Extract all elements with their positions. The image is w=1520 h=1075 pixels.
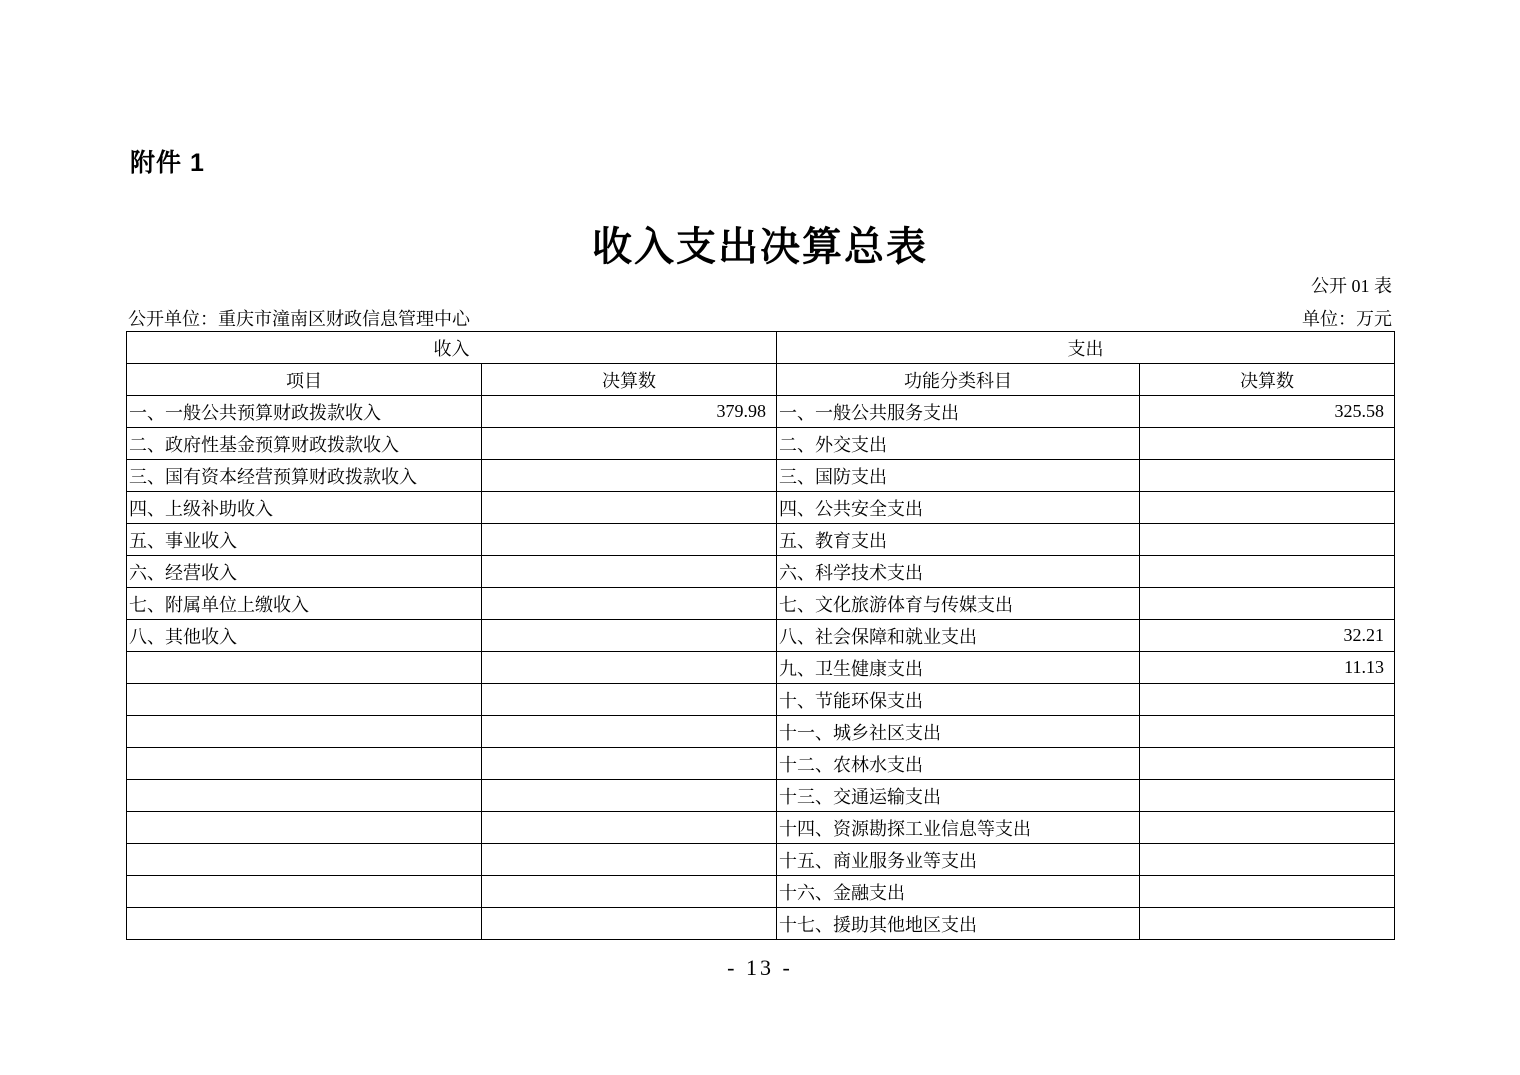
expense-item-cell: 十七、援助其他地区支出 (777, 908, 1140, 940)
table-row (127, 492, 1395, 524)
expense-amount-cell (1140, 748, 1395, 780)
expense-amount-cell (1140, 908, 1395, 940)
income-item-cell (127, 908, 482, 940)
expense-item-cell: 十一、城乡社区支出 (777, 716, 1140, 748)
income-amount-cell (482, 492, 777, 524)
expense-item-cell: 十、节能环保支出 (777, 684, 1140, 716)
income-amount-cell (482, 812, 777, 844)
income-amount-cell (482, 844, 777, 876)
income-amount-cell (482, 876, 777, 908)
income-item-cell (127, 748, 482, 780)
unit-line (128, 305, 1392, 329)
table-row (127, 524, 1395, 556)
table-row (127, 908, 1395, 940)
income-item-cell (127, 844, 482, 876)
income-item-cell: 五、事业收入 (127, 524, 482, 556)
income-amount-cell (482, 684, 777, 716)
page-title: 收入支出决算总表 (592, 224, 928, 269)
expense-amount-cell: 32.21 (1140, 620, 1395, 652)
form-number: 公开 01 表 (1311, 276, 1392, 296)
table-row (127, 812, 1395, 844)
income-amount-cell (482, 428, 777, 460)
expense-item-cell: 一、一般公共服务支出 (777, 396, 1140, 428)
expense-amount-cell (1140, 844, 1395, 876)
expense-item-cell: 五、教育支出 (777, 524, 1140, 556)
expense-item-cell: 十二、农林水支出 (777, 748, 1140, 780)
col-item-header: 项目 (127, 364, 482, 396)
expense-amount-cell (1140, 556, 1395, 588)
table-group-header-row (127, 332, 1395, 364)
expense-item-cell: 七、文化旅游体育与传媒支出 (777, 588, 1140, 620)
expense-item-cell: 九、卫生健康支出 (777, 652, 1140, 684)
attachment-label: 附件 1 (130, 149, 205, 177)
expense-header: 支出 (777, 332, 1395, 364)
expense-item-cell: 十四、资源勘探工业信息等支出 (777, 812, 1140, 844)
income-item-cell: 一、一般公共预算财政拨款收入 (127, 396, 482, 428)
income-amount-cell (482, 652, 777, 684)
income-item-cell (127, 716, 482, 748)
expense-item-cell: 三、国防支出 (777, 460, 1140, 492)
expense-amount-cell (1140, 780, 1395, 812)
table-row (127, 620, 1395, 652)
income-item-cell: 六、经营收入 (127, 556, 482, 588)
income-item-cell (127, 684, 482, 716)
income-amount-cell (482, 620, 777, 652)
table-column-header-row (127, 364, 1395, 396)
income-item-cell: 八、其他收入 (127, 620, 482, 652)
income-item-cell: 七、附属单位上缴收入 (127, 588, 482, 620)
income-item-cell (127, 652, 482, 684)
income-amount-cell (482, 556, 777, 588)
page-number: - 13 - (727, 955, 793, 980)
expense-amount-cell (1140, 428, 1395, 460)
income-item-cell: 三、国有资本经营预算财政拨款收入 (127, 460, 482, 492)
expense-item-cell: 六、科学技术支出 (777, 556, 1140, 588)
income-item-cell (127, 780, 482, 812)
expense-item-cell: 十五、商业服务业等支出 (777, 844, 1140, 876)
expense-amount-cell (1140, 492, 1395, 524)
table-row (127, 652, 1395, 684)
expense-amount-cell (1140, 716, 1395, 748)
expense-item-cell: 四、公共安全支出 (777, 492, 1140, 524)
expense-item-cell: 八、社会保障和就业支出 (777, 620, 1140, 652)
col-income-amount-header: 决算数 (482, 364, 777, 396)
income-amount-cell (482, 908, 777, 940)
table-row (127, 780, 1395, 812)
table-row (127, 428, 1395, 460)
org-label: 公开单位：重庆市潼南区财政信息管理中心 (128, 309, 470, 329)
income-amount-cell (482, 524, 777, 556)
expense-amount-cell (1140, 524, 1395, 556)
income-header: 收入 (127, 332, 777, 364)
expense-amount-cell: 325.58 (1140, 396, 1395, 428)
table-row (127, 844, 1395, 876)
income-amount-cell (482, 588, 777, 620)
expense-item-cell: 十三、交通运输支出 (777, 780, 1140, 812)
expense-amount-cell (1140, 876, 1395, 908)
table-row (127, 748, 1395, 780)
expense-amount-cell: 11.13 (1140, 652, 1395, 684)
expense-item-cell: 十六、金融支出 (777, 876, 1140, 908)
table-row (127, 684, 1395, 716)
income-amount-cell (482, 748, 777, 780)
expense-amount-cell (1140, 684, 1395, 716)
expense-amount-cell (1140, 460, 1395, 492)
unit-label: 单位：万元 (1302, 309, 1392, 329)
table-row (127, 396, 1395, 428)
expense-item-cell: 二、外交支出 (777, 428, 1140, 460)
expense-amount-cell (1140, 588, 1395, 620)
income-amount-cell (482, 716, 777, 748)
income-amount-cell (482, 780, 777, 812)
income-item-cell (127, 876, 482, 908)
budget-table (126, 331, 1395, 940)
col-category-header: 功能分类科目 (777, 364, 1140, 396)
table-row (127, 716, 1395, 748)
income-item-cell (127, 812, 482, 844)
table-row (127, 588, 1395, 620)
expense-amount-cell (1140, 812, 1395, 844)
income-item-cell: 二、政府性基金预算财政拨款收入 (127, 428, 482, 460)
income-item-cell: 四、上级补助收入 (127, 492, 482, 524)
col-expense-amount-header: 决算数 (1140, 364, 1395, 396)
income-amount-cell (482, 460, 777, 492)
table-row (127, 460, 1395, 492)
income-amount-cell: 379.98 (482, 396, 777, 428)
table-row (127, 556, 1395, 588)
table-row (127, 876, 1395, 908)
